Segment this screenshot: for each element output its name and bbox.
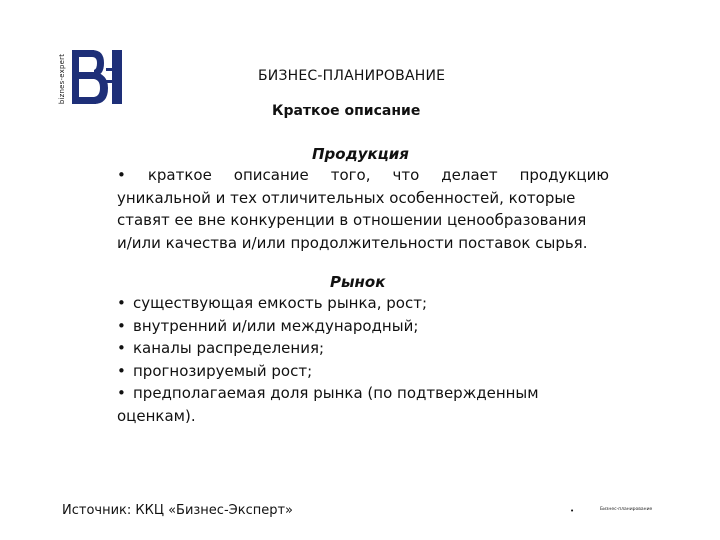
logo-lower-bowl — [94, 72, 108, 104]
product-line-1: • краткое описание того, что делает продукцию — [117, 166, 609, 184]
market-item-text: предполагаемая доля рынка (по подтвержденным — [133, 384, 539, 402]
logo-right-block — [112, 50, 122, 104]
logo-right-notch-bottom — [106, 80, 114, 83]
slide-subtitle: Краткое описание — [272, 103, 421, 119]
list-item — [117, 360, 597, 383]
logo-right-notch-top — [106, 68, 114, 71]
list-item — [117, 337, 597, 360]
market-item-text: прогнозируемый рост; — [133, 361, 313, 380]
market-item-text: внутренний и/или международный; — [133, 316, 419, 335]
product-heading: Продукция — [312, 145, 409, 163]
bullet: • — [117, 384, 126, 402]
market-item-text: каналы распределения; — [133, 339, 325, 357]
market-heading: Рынок — [330, 273, 386, 291]
market-item-continuation: оценкам). — [117, 406, 196, 425]
list-item-continuation — [117, 405, 597, 428]
bullet: • — [117, 294, 126, 312]
product-line-3: ставят ее вне конкуренции в отношении ценообразования — [117, 211, 587, 229]
company-logo — [56, 44, 126, 110]
product-description — [117, 164, 609, 254]
footer-dot: • — [570, 507, 575, 515]
product-line-2: уникальной и тех отличительных особенностей, которые — [117, 188, 576, 207]
list-item — [117, 315, 597, 338]
bullet: • — [117, 361, 126, 380]
list-item — [117, 292, 597, 315]
product-line-4: и/или качества и/или продолжительности поставок сырья. — [117, 233, 588, 252]
bullet: • — [117, 316, 126, 335]
market-item-text: существующая емкость рынка, рост; — [133, 294, 427, 312]
footer-source: Источник: ККЦ «Бизнес-Эксперт» — [62, 503, 293, 518]
market-list — [117, 292, 597, 427]
footer-caption: Бизнес-планирование — [600, 507, 653, 512]
list-item — [117, 382, 597, 405]
logo-bottom-bar — [72, 97, 96, 104]
bullet: • — [117, 339, 126, 357]
slide-title: БИЗНЕС-ПЛАНИРОВАНИЕ — [258, 68, 446, 84]
logo-top-bar — [72, 50, 94, 57]
logo-side-text: biznes-expert — [58, 53, 66, 105]
logo-mid-bar — [72, 72, 96, 79]
